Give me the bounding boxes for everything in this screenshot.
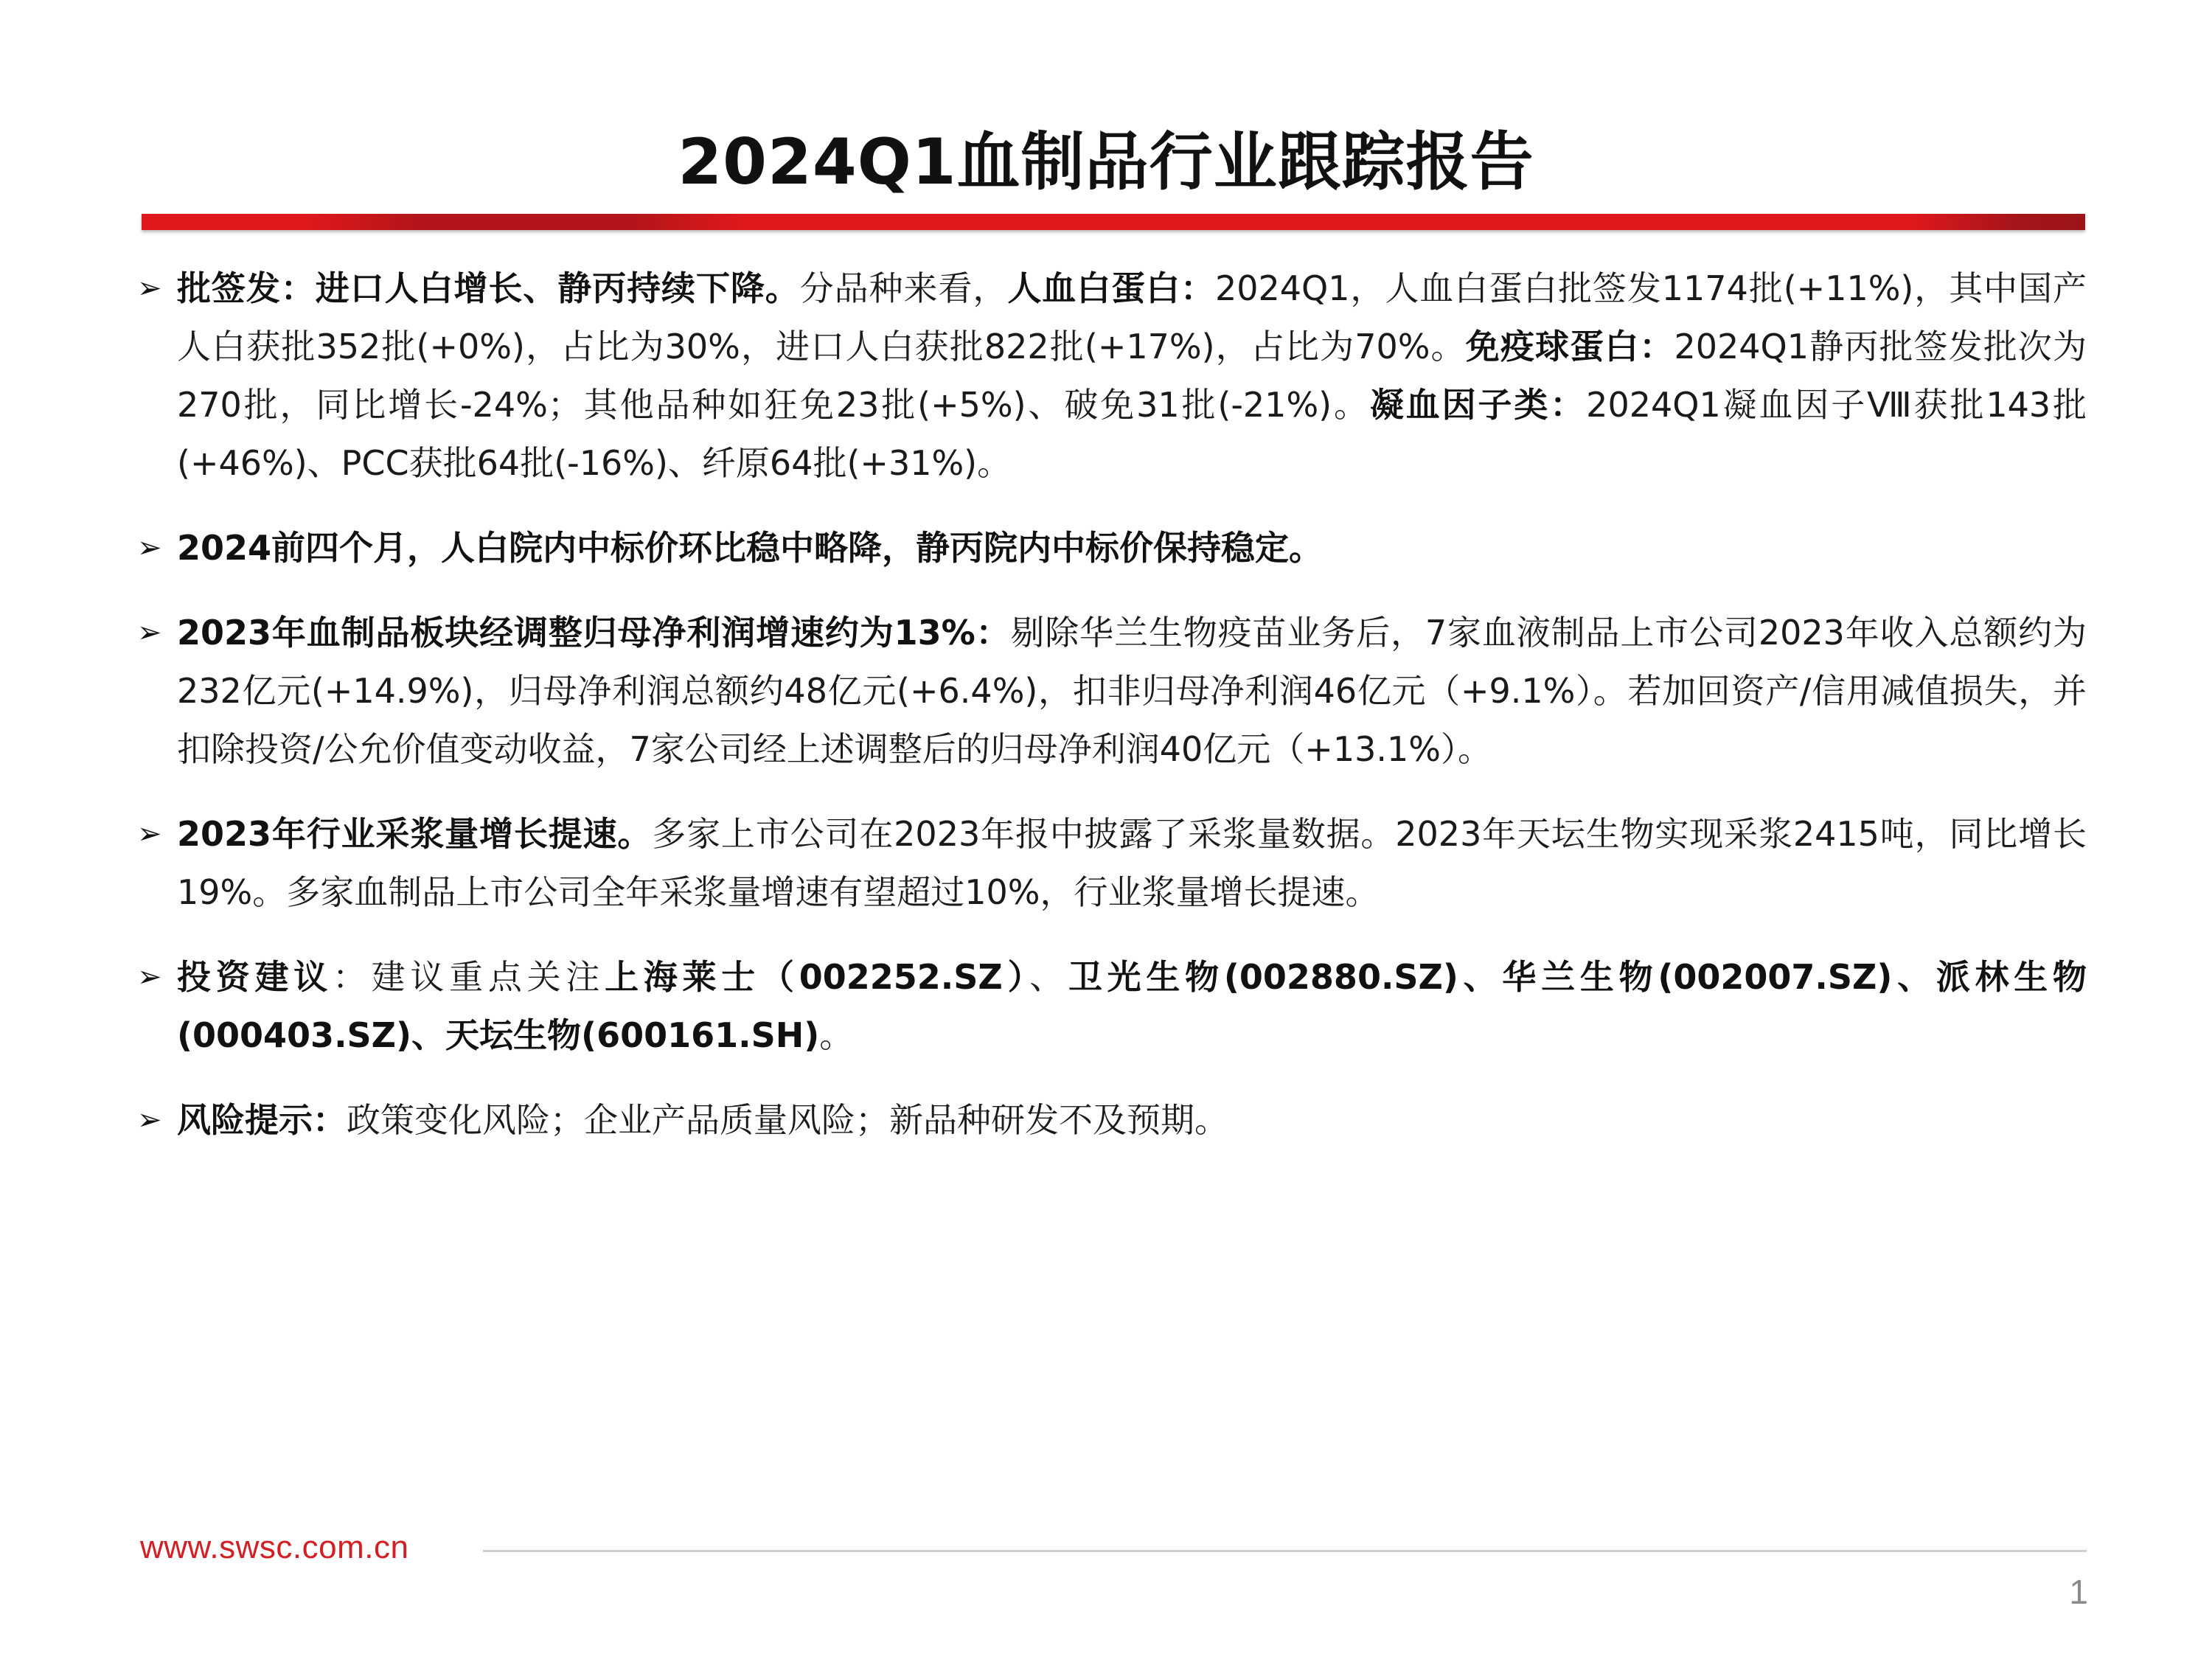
- bullet-arrow-icon: ➢: [137, 1103, 162, 1137]
- footer-website-link[interactable]: www.swsc.com.cn: [140, 1529, 409, 1565]
- bullet-text: 2023年血制品板块经调整归母净利润增速约为13%：剔除华兰生物疫苗业务后，7家血液制品上市公司2023年收入总额约为232亿元(+14.9%)，归母净利润总额约48亿元(+6.4%)，扣非归母净利润46亿元（+9.1%）。若加回资产/信用减值损失，并扣除投资/公允价值变动收益，7家公司经上述调整后的归母净利润40亿元（+13.1%）。: [177, 613, 2087, 769]
- title-bar-shade-right: [1908, 214, 2085, 230]
- bullet-text: 2023年行业采浆量增长提速。多家上市公司在2023年报中披露了采浆量数据。2023年天坛生物实现采浆2415吨，同比增长19%。多家血制品上市公司全年采浆量增速有望超过10%，行业浆量增长提速。: [177, 814, 2087, 912]
- bullet-arrow-icon: ➢: [137, 616, 162, 650]
- bullet-text: 风险提示：政策变化风险；企业产品质量风险；新品种研发不及预期。: [177, 1100, 1228, 1140]
- bullet-item-investment: [133, 948, 2087, 1065]
- bullet-item-approvals: [133, 260, 2087, 493]
- page-number: 1: [2069, 1573, 2088, 1611]
- bullet-arrow-icon: ➢: [137, 271, 162, 305]
- bullet-item-bid-price: [133, 519, 2087, 577]
- bullet-arrow-icon: ➢: [137, 960, 162, 994]
- bullet-text: 投资建议：建议重点关注上海莱士（002252.SZ）、卫光生物(002880.SZ)、华兰生物(002007.SZ)、派林生物(000403.SZ)、天坛生物(600161.SH)。: [177, 957, 2087, 1055]
- bullet-item-plasma-volume: [133, 805, 2087, 922]
- bullet-item-profit: [133, 604, 2087, 779]
- bullet-text: 批签发：进口人白增长、静丙持续下降。分品种来看，人血白蛋白：2024Q1，人血白蛋白批签发1174批(+11%)，其中国产人白获批352批(+0%)，占比为30%，进口人白获批822批(+17%)，占比为70%。免疫球蛋白：2024Q1静丙批签发批次为270批，同比增长-24%；其他品种如狂免23批(+5%)、破免31批(-21%)。凝血因子类：2024Q1凝血因子Ⅷ获批143批(+46%)、PCC获批64批(-16%)、纤原64批(+31%)。: [177, 268, 2087, 483]
- bullet-arrow-icon: ➢: [137, 817, 162, 851]
- page-title: 2024Q1血制品行业跟踪报告: [678, 125, 1534, 199]
- bullet-item-risk: [133, 1091, 2087, 1150]
- bullet-text: 2024前四个月，人白院内中标价环比稳中略降，静丙院内中标价保持稳定。: [177, 528, 1324, 568]
- bullet-arrow-icon: ➢: [137, 531, 162, 565]
- title-underline-bar: [142, 214, 2085, 230]
- bullet-list: [133, 260, 2087, 1176]
- title-bar-shade-left: [304, 214, 746, 230]
- footer-divider: [483, 1550, 2087, 1552]
